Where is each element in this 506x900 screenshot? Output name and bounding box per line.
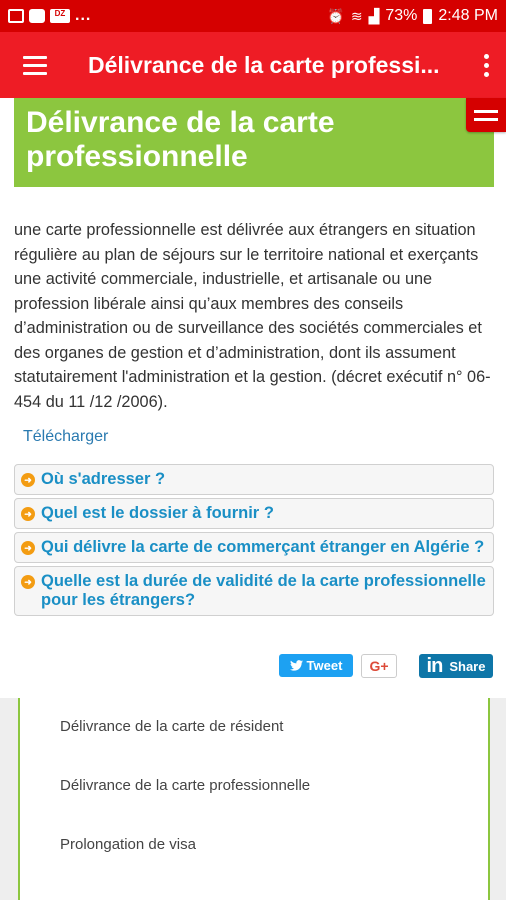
app-bar-title: Délivrance de la carte professi... <box>88 51 440 78</box>
linkedin-icon: in <box>426 654 443 677</box>
menu-icon[interactable] <box>0 32 70 98</box>
message-icon <box>29 9 45 23</box>
faq-item-where[interactable] <box>14 464 494 495</box>
google-plus-icon: G+ <box>369 658 389 674</box>
app-bar <box>0 32 506 98</box>
download-link[interactable]: Télécharger <box>23 428 109 445</box>
main-content <box>0 98 506 698</box>
related-item-professional-card[interactable]: Délivrance de la carte professionnelle <box>60 777 311 794</box>
news-icon: DZ <box>50 9 70 23</box>
tweet-label: Tweet <box>306 658 343 673</box>
faq-item-documents[interactable] <box>14 498 494 529</box>
battery-icon <box>423 9 432 24</box>
image-icon <box>8 9 24 23</box>
body-text: une carte professionnelle est délivrée aux étrangers en situation régulière au plan de séjours sur le territoire national et exerçants une activité commerciale, industrielle, et artisanale ou une profession libérale ainsi qu’aux membres des conseils d’administration ou de surveillance des sociétés commerciales et des organes de gestion et d’administration, dont ils assument statutairement l'administration et la gestion. (décret exécutif n° 06-454 du 11 /12 /2006). <box>14 221 491 411</box>
share-row <box>0 654 506 678</box>
status-bar <box>0 0 506 32</box>
more-vert-icon[interactable] <box>466 32 506 98</box>
system-icons <box>327 7 498 25</box>
section-menu-button[interactable] <box>466 98 506 132</box>
wifi-icon: ≋ <box>350 7 363 24</box>
arrow-right-circle-icon: ➜ <box>21 507 35 521</box>
faq-item-validity[interactable] <box>14 566 494 616</box>
notification-icons <box>8 7 91 25</box>
battery-percent: 73% <box>385 7 418 24</box>
arrow-right-circle-icon: ➜ <box>21 473 35 487</box>
twitter-icon <box>290 660 303 671</box>
arrow-right-circle-icon: ➜ <box>21 575 35 589</box>
faq-item-label: Quelle est la durée de validité de la carte professionnelle pour les étrangers? <box>41 572 486 609</box>
signal-icon: ▟ <box>368 7 380 24</box>
faq-list <box>14 464 494 619</box>
clock: 2:48 PM <box>438 7 498 24</box>
google-plus-button[interactable] <box>361 654 397 678</box>
tweet-button[interactable] <box>279 654 353 677</box>
faq-item-label: Qui délivre la carte de commerçant étranger en Algérie ? <box>41 538 485 556</box>
linkedin-share-label: Share <box>449 658 486 674</box>
related-item-resident-card[interactable]: Délivrance de la carte de résident <box>60 718 284 735</box>
more-notifications-icon: ... <box>75 7 92 24</box>
related-list <box>18 698 490 900</box>
arrow-right-circle-icon: ➜ <box>21 541 35 555</box>
faq-item-label: Où s'adresser ? <box>41 470 166 488</box>
page-title: Délivrance de la carte professionnelle <box>14 98 494 187</box>
related-item-visa-extension[interactable]: Prolongation de visa <box>60 836 196 853</box>
linkedin-share-button[interactable] <box>419 654 493 678</box>
faq-item-who-issues[interactable] <box>14 532 494 563</box>
faq-item-label: Quel est le dossier à fournir ? <box>41 504 274 522</box>
alarm-icon: ⏰ <box>327 7 345 24</box>
